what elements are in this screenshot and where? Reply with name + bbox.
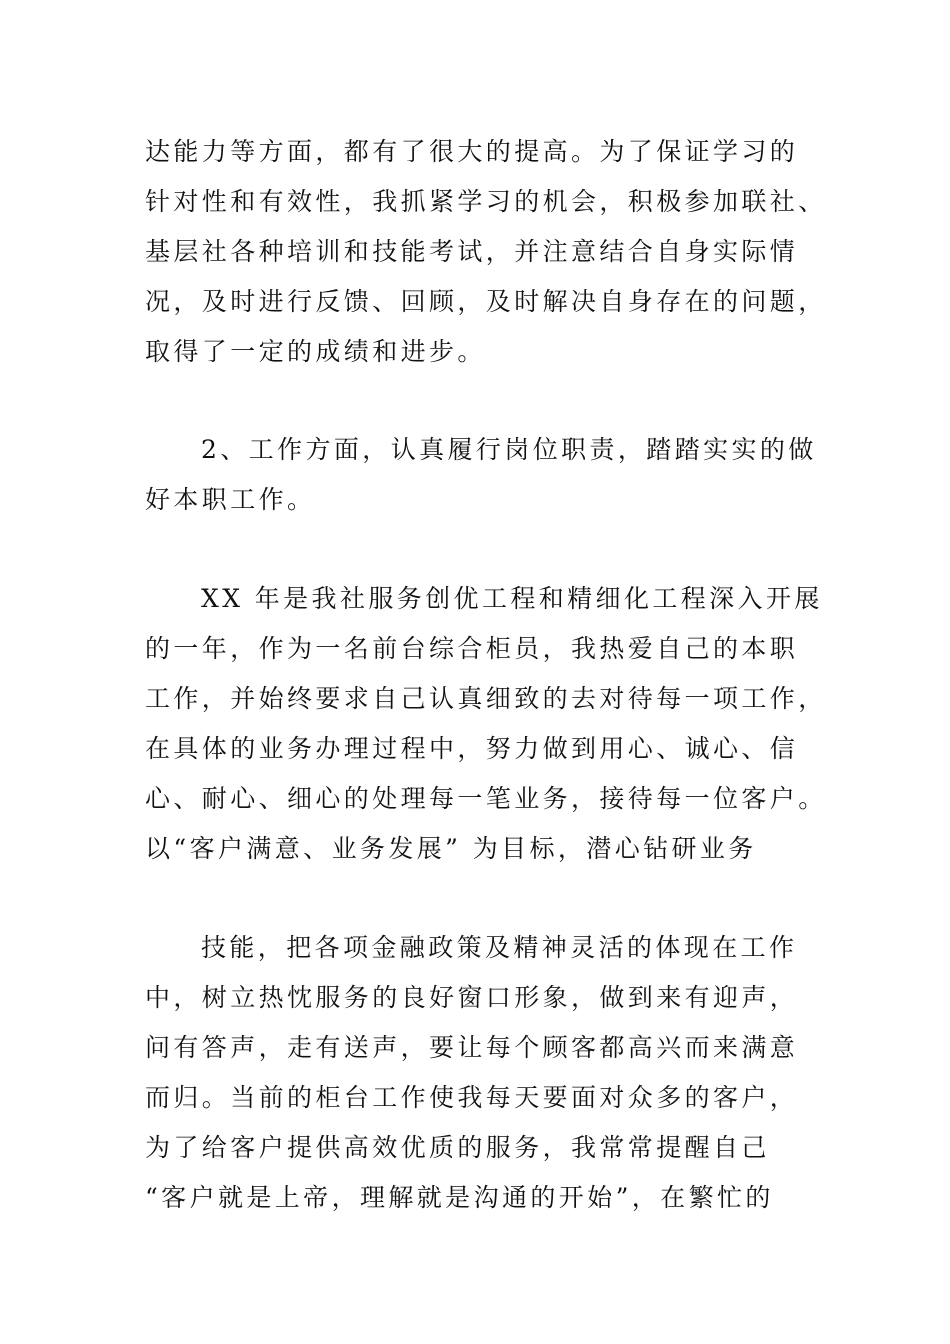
text-line: 在具体的业务办理过程中，努力做到用心、诚心、信 <box>145 734 799 763</box>
text-line: 以“客户满意、业务发展” 为目标，潜心钻研业务 <box>145 834 757 863</box>
text-line: 的一年，作为一名前台综合柜员，我热爱自己的本职 <box>145 634 799 663</box>
text-line: XX 年是我社服务创优工程和精细化工程深入开展 <box>201 584 823 613</box>
text-line: 中，树立热忱服务的良好窗口形象，做到来有迎声， <box>145 983 799 1012</box>
text-line: 工作，并始终要求自己认真细致的去对待每一项工作， <box>145 684 827 713</box>
text-line: 取得了一定的成绩和进步。 <box>145 337 486 366</box>
text-line: 问有答声，走有送声，要让每个顾客都高兴而来满意 <box>145 1033 799 1062</box>
text-line: 针对性和有效性，我抓紧学习的机会，积极参加联社、 <box>145 187 827 216</box>
text-line: 好本职工作。 <box>145 485 316 514</box>
text-line: 达能力等方面，都有了很大的提高。为了保证学习的 <box>145 137 799 166</box>
text-line: 基层社各种培训和技能考试，并注意结合自身实际情 <box>145 237 799 266</box>
text-line: 为了给客户提供高效优质的服务，我常常提醒自己 <box>145 1133 770 1162</box>
text-line: 心、耐心、细心的处理每一笔业务，接待每一位客户。 <box>145 784 827 813</box>
text-line: 而归。当前的柜台工作使我每天要面对众多的客户， <box>145 1083 799 1112</box>
text-line: 2、工作方面，认真履行岗位职责，踏踏实实的做 <box>201 435 817 464</box>
text-line: 况，及时进行反馈、回顾，及时解决自身存在的问题， <box>145 287 827 316</box>
text-line: “客户就是上帝，理解就是沟通的开始”，在繁忙的 <box>145 1183 774 1212</box>
text-line: 技能，把各项金融政策及精神灵活的体现在工作 <box>201 933 798 962</box>
